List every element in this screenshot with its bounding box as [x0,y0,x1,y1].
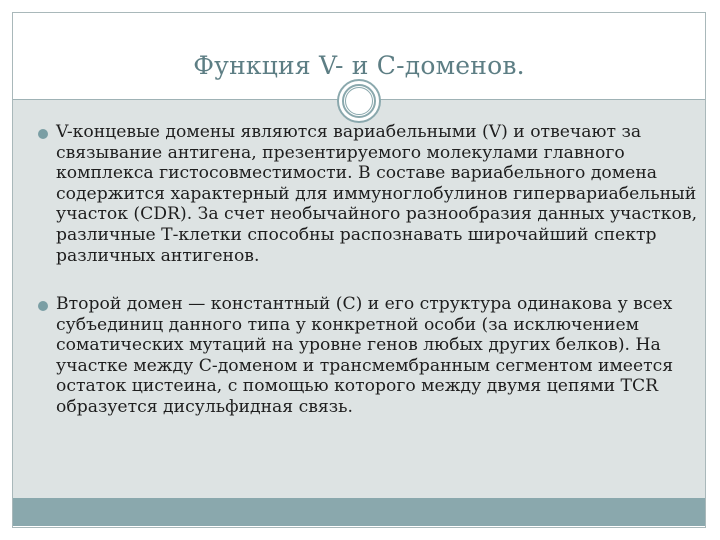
bullet-item [38,122,698,266]
double-ring-icon [336,78,382,124]
bullet-text: Второй домен — константный (С) и его структура одинакова у всех субъединиц данного типа у конкретной особи (за исключением соматических мутаций на уровне генов любых других белков). На участке между С-доменом и трансмембранным сегментом имеется остаток цистеина, с помощью которого между двумя цепями TCR образуется дисульфидная связь. [56,294,674,417]
footer-bar [13,498,705,526]
bullet-text: V-концевые домены являются вариабельными (V) и отвечают за связывание антигена, презентируемого молекулами главного комплекса гистосовместимости. В составе вариабельного домена содержится характерный для иммуноглобулинов гипервариабельный участок (CDR). За счет необычайного разнообразия данных участков, различные Т-клетки способны распознавать широчайший спектр различных антигенов. [56,122,698,266]
bullet-marker [38,301,48,311]
bullet-marker [38,129,48,139]
slide-title: Функция V- и С-доменов. [193,51,525,80]
bullet-item [38,294,698,418]
